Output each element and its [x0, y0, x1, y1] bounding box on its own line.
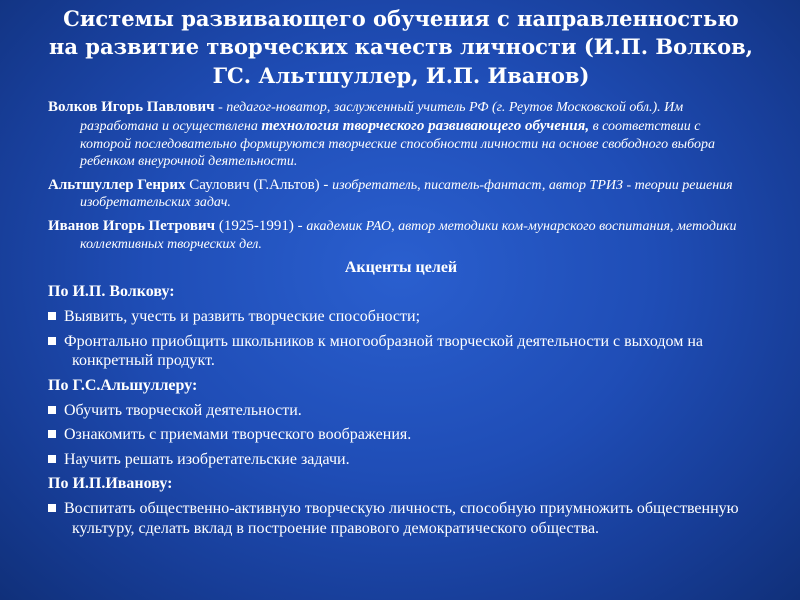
list-item: [48, 401, 754, 421]
list-item: [48, 450, 754, 470]
group-label: По И.П. Волкову:: [48, 283, 175, 301]
section-heading: Акценты целей: [344, 259, 458, 277]
bio-text: в соответствии с которой последовательно формируются творческие способности личности на основе свободного выбора ребенком внеурочной деятельности.: [80, 118, 715, 170]
bio-dates: (1925-1991) -: [215, 217, 307, 234]
list-item-text: Воспитать общественно-активную творческую личность, способную приумножить общественную культуру, сделать вклад в построение правового демократического общества.: [64, 500, 739, 537]
square-bullet-icon: [48, 455, 56, 463]
list-item-text: Ознакомить с приемами творческого воображения.: [64, 426, 412, 444]
bio-text: академик РАО, автор методики ком-мунарского воспитания, методики коллективных творческих дел.: [80, 218, 737, 252]
slide-title: Системы развивающего обучения с направленностью на развитие творческих качеств личности (И.П. Волков, ГС. Альтшуллер, И.П. Иванов): [49, 6, 753, 88]
slide-body: [48, 98, 754, 538]
list-item-text: Научить решать изобретательские задачи.: [64, 450, 350, 468]
bio-patronymic: Саулович (Г.Альтов) -: [185, 176, 333, 193]
bio-ivanov: [48, 217, 754, 253]
square-bullet-icon: [48, 406, 56, 414]
group-label: По И.П.Иванову:: [48, 475, 173, 493]
list-item: [48, 499, 754, 538]
bio-volkov: [48, 98, 754, 171]
list-item: [48, 307, 754, 327]
bio-altshuller: [48, 176, 754, 212]
square-bullet-icon: [48, 504, 56, 512]
square-bullet-icon: [48, 430, 56, 438]
list-item: [48, 332, 754, 371]
list-item-text: Выявить, учесть и развить творческие способности;: [64, 308, 421, 326]
bio-text: изобретатель, писатель-фантаст, автор ТРИЗ - теории решения изобретательских задач.: [80, 177, 733, 211]
bio-emphasis: технология творческого развивающего обучения,: [261, 117, 590, 134]
square-bullet-icon: [48, 337, 56, 345]
list-item-text: Обучить творческой деятельности.: [64, 401, 302, 419]
bio-text: - педагог-новатор, заслуженный учитель РФ (г. Реутов Московской обл.). Им разработана и осуществлена: [80, 100, 684, 134]
bio-name: Иванов Игорь Петрович: [48, 217, 216, 234]
list-item: [48, 425, 754, 445]
group-label: По Г.С.Альшуллеру:: [48, 376, 198, 394]
square-bullet-icon: [48, 312, 56, 320]
list-item-text: Фронтально приобщить школьников к многообразной творческой деятельности с выходом на конкретный продукт.: [64, 332, 703, 370]
bio-name: Волков Игорь Павлович: [48, 99, 215, 116]
bio-name: Альтшуллер Генрих: [48, 176, 186, 193]
